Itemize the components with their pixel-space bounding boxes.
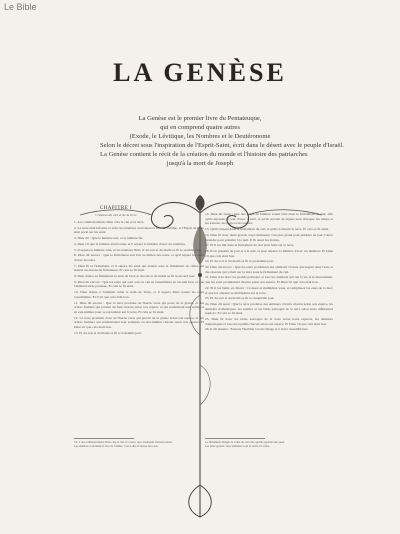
page-title: LA GENÈSE bbox=[113, 58, 287, 87]
verse: 2. La terre était informe et vide; les ténèbres couvraient la face de l'abîme, et l'Esprit de Dieu était porté sur les eaux. bbox=[74, 225, 204, 235]
verse: 24. Dieu dit aussi : Que la terre produise des animaux vivants chacun selon son espèce, les animaux domestiques, les reptiles et les bêtes sauvages de la terre selon leurs différentes espèces. Et cela se fit ainsi. bbox=[205, 301, 333, 316]
footnote-divider-left bbox=[74, 438, 134, 439]
verse: 3. Dieu dit : Que la lumière soit, et la lumière fut. bbox=[74, 236, 144, 241]
page-header-label: Le Bible bbox=[4, 2, 37, 12]
right-text-column bbox=[205, 212, 333, 333]
intro-line: La Genèse est le premier livre du Pentateuque, bbox=[138, 115, 262, 122]
footnotes-left bbox=[74, 441, 202, 449]
verse: 4. Dieu vit que la lumière était bonne, et il sépara la lumière d'avec les ténèbres. bbox=[74, 241, 186, 246]
intro-line: qui en comprend quatre autres bbox=[160, 124, 240, 131]
footnote: Ch. I. Au commencement, Dieu créa le ciel et la terre, qui constituent l'univers entier. bbox=[74, 440, 173, 444]
verse: 8. Dieu donna au firmament le nom de Ciel; et du soir et du matin se fit le second jour. bbox=[74, 274, 196, 279]
verse: 25. Dieu fit donc les bêtes sauvages de la terre selon leurs espèces, les animaux domestiques et tous les reptiles chacun selon son espèce. Et Dieu vit que cela était bon. bbox=[205, 317, 333, 326]
verse: 15. Qu'ils luisent dans le firmament du ciel, et qu'ils éclairent la terre. Et cela se fit ainsi. bbox=[205, 227, 329, 232]
footnote: Le firmament désigne la voûte du ciel telle qu'elle apparaît aux yeux. bbox=[205, 440, 285, 444]
footnote-divider-right bbox=[205, 438, 265, 439]
verse: 16. Dieu fit donc deux grands corps lumineux, l'un plus grand pour présider au jour, l'autre moindre pour présider à la nuit. Il fit aussi les étoiles. bbox=[205, 232, 333, 242]
verse: 10. Dieu donna à l'élément aride le nom de Terre, et il appela Mers toutes les eaux rassemblées. Et il vit que cela était bon. bbox=[74, 290, 204, 299]
verse: 20. Dieu dit encore : Que les eaux produisent des animaux vivants qui nagent dans l'eau, et des oiseaux qui volent sur la terre sous le firmament du ciel. bbox=[205, 265, 333, 274]
verse: 22. Et il les bénit, en disant : Croissez et multipliez-vous, et remplissez les eaux de la mer; et que les oiseaux se multiplient sur la terre. bbox=[205, 285, 333, 295]
intro-line: jusqu'à la mort de Joseph bbox=[166, 160, 234, 167]
verse: 13. Et du soir et du matin se fit le troisième jour. bbox=[74, 330, 142, 335]
verse: 6. Dieu dit encore : Que le firmament soit fait au milieu des eaux, et qu'il sépare les eaux d'avec les eaux. bbox=[74, 253, 204, 262]
verse: 9. Dieu dit encore : Que les eaux qui sont sous le ciel se rassemblent en un seul lieu, et que l'élément aride paraisse. Et cela se fit ainsi. bbox=[74, 279, 204, 289]
ornament-center-bud bbox=[196, 195, 205, 211]
footnote: Les ténèbres couvraient la face de l'abîme, c'est-à-dire la masse des eaux. bbox=[74, 443, 159, 448]
chapter-title: CHAPITRE I bbox=[99, 206, 133, 211]
footnote: Les deux grands corps lumineux sont le soleil et la lune. bbox=[205, 443, 270, 448]
verse: 12. La terre produisit donc de l'herbe verte qui portait de la graine selon son espèce, et des arbres fruitiers qui renfermaient leur semence en eux-mêmes chacun selon son espèce. Et Dieu vit que cela était bon. bbox=[74, 315, 204, 330]
intro-line: La Genèse contient le récit de la création du monde et l'histoire des patriarches bbox=[100, 151, 308, 158]
verse: 14. Dieu dit aussi : Que des corps de lumière soient faits dans le firmament du ciel, afin qu'ils séparent le jour d'avec la nuit, et qu'ils servent de signes pour marquer les temps et les saisons, les jours et les années; bbox=[205, 212, 333, 226]
ornament-stem-right-tendril bbox=[200, 365, 210, 405]
verse: 11. Dieu dit encore : Que la terre produise de l'herbe verte qui porte de la graine, et des arbres fruitiers qui portent du fruit chacun selon son espèce, et qui renferment leur semence en eux-mêmes pour se reproduire sur la terre. Et cela se fit ainsi. bbox=[74, 300, 204, 314]
verse: 18. Pour présider au jour et à la nuit, et pour séparer la lumière d'avec les ténèbres. Et Dieu vit que cela était bon. bbox=[205, 248, 333, 258]
verse: 5. Il appela la lumière Jour, et les ténèbres Nuit; et du soir et du matin se fit le premier jour. bbox=[74, 247, 202, 252]
footnotes-right bbox=[205, 441, 333, 449]
intro-paragraph bbox=[100, 114, 344, 168]
verse: 26. Il dit ensuite : Faisons l'homme à notre image et à notre ressemblance. bbox=[205, 327, 309, 332]
verse: 19. Et du soir et du matin se fit le quatrième jour. bbox=[205, 259, 274, 264]
verse: 21. Dieu créa donc les grands poissons, et tous les animaux qui ont la vie et le mouvement, que les eaux produisirent chacun selon son espèce. Et Dieu vit que cela était bon. bbox=[205, 275, 333, 285]
intro-line: (Exode, le Lévitique, les Nombres et le Deutéronome bbox=[129, 133, 271, 140]
chapter-subtitle: Création du ciel et de la terre bbox=[95, 213, 137, 217]
verse: 23. Et du soir et du matin se fit le cinquième jour. bbox=[205, 296, 275, 301]
verse: 17. Et il les mit dans le firmament du ciel pour luire sur la terre, bbox=[205, 243, 295, 248]
left-text-column bbox=[74, 220, 204, 336]
verse: 7. Dieu fit le firmament, et il sépara les eaux qui étaient sous le firmament de celles qui étaient au-dessus du firmament. Et cela se fit ainsi. bbox=[74, 263, 204, 273]
intro-line: Selon le décret sous l'inspiration de l'Esprit-Saint, écrit dans le désert avec le peuple d'Israël. bbox=[100, 142, 344, 149]
verse: 1. Au commencement, Dieu créa le ciel et la terre. bbox=[74, 220, 145, 224]
